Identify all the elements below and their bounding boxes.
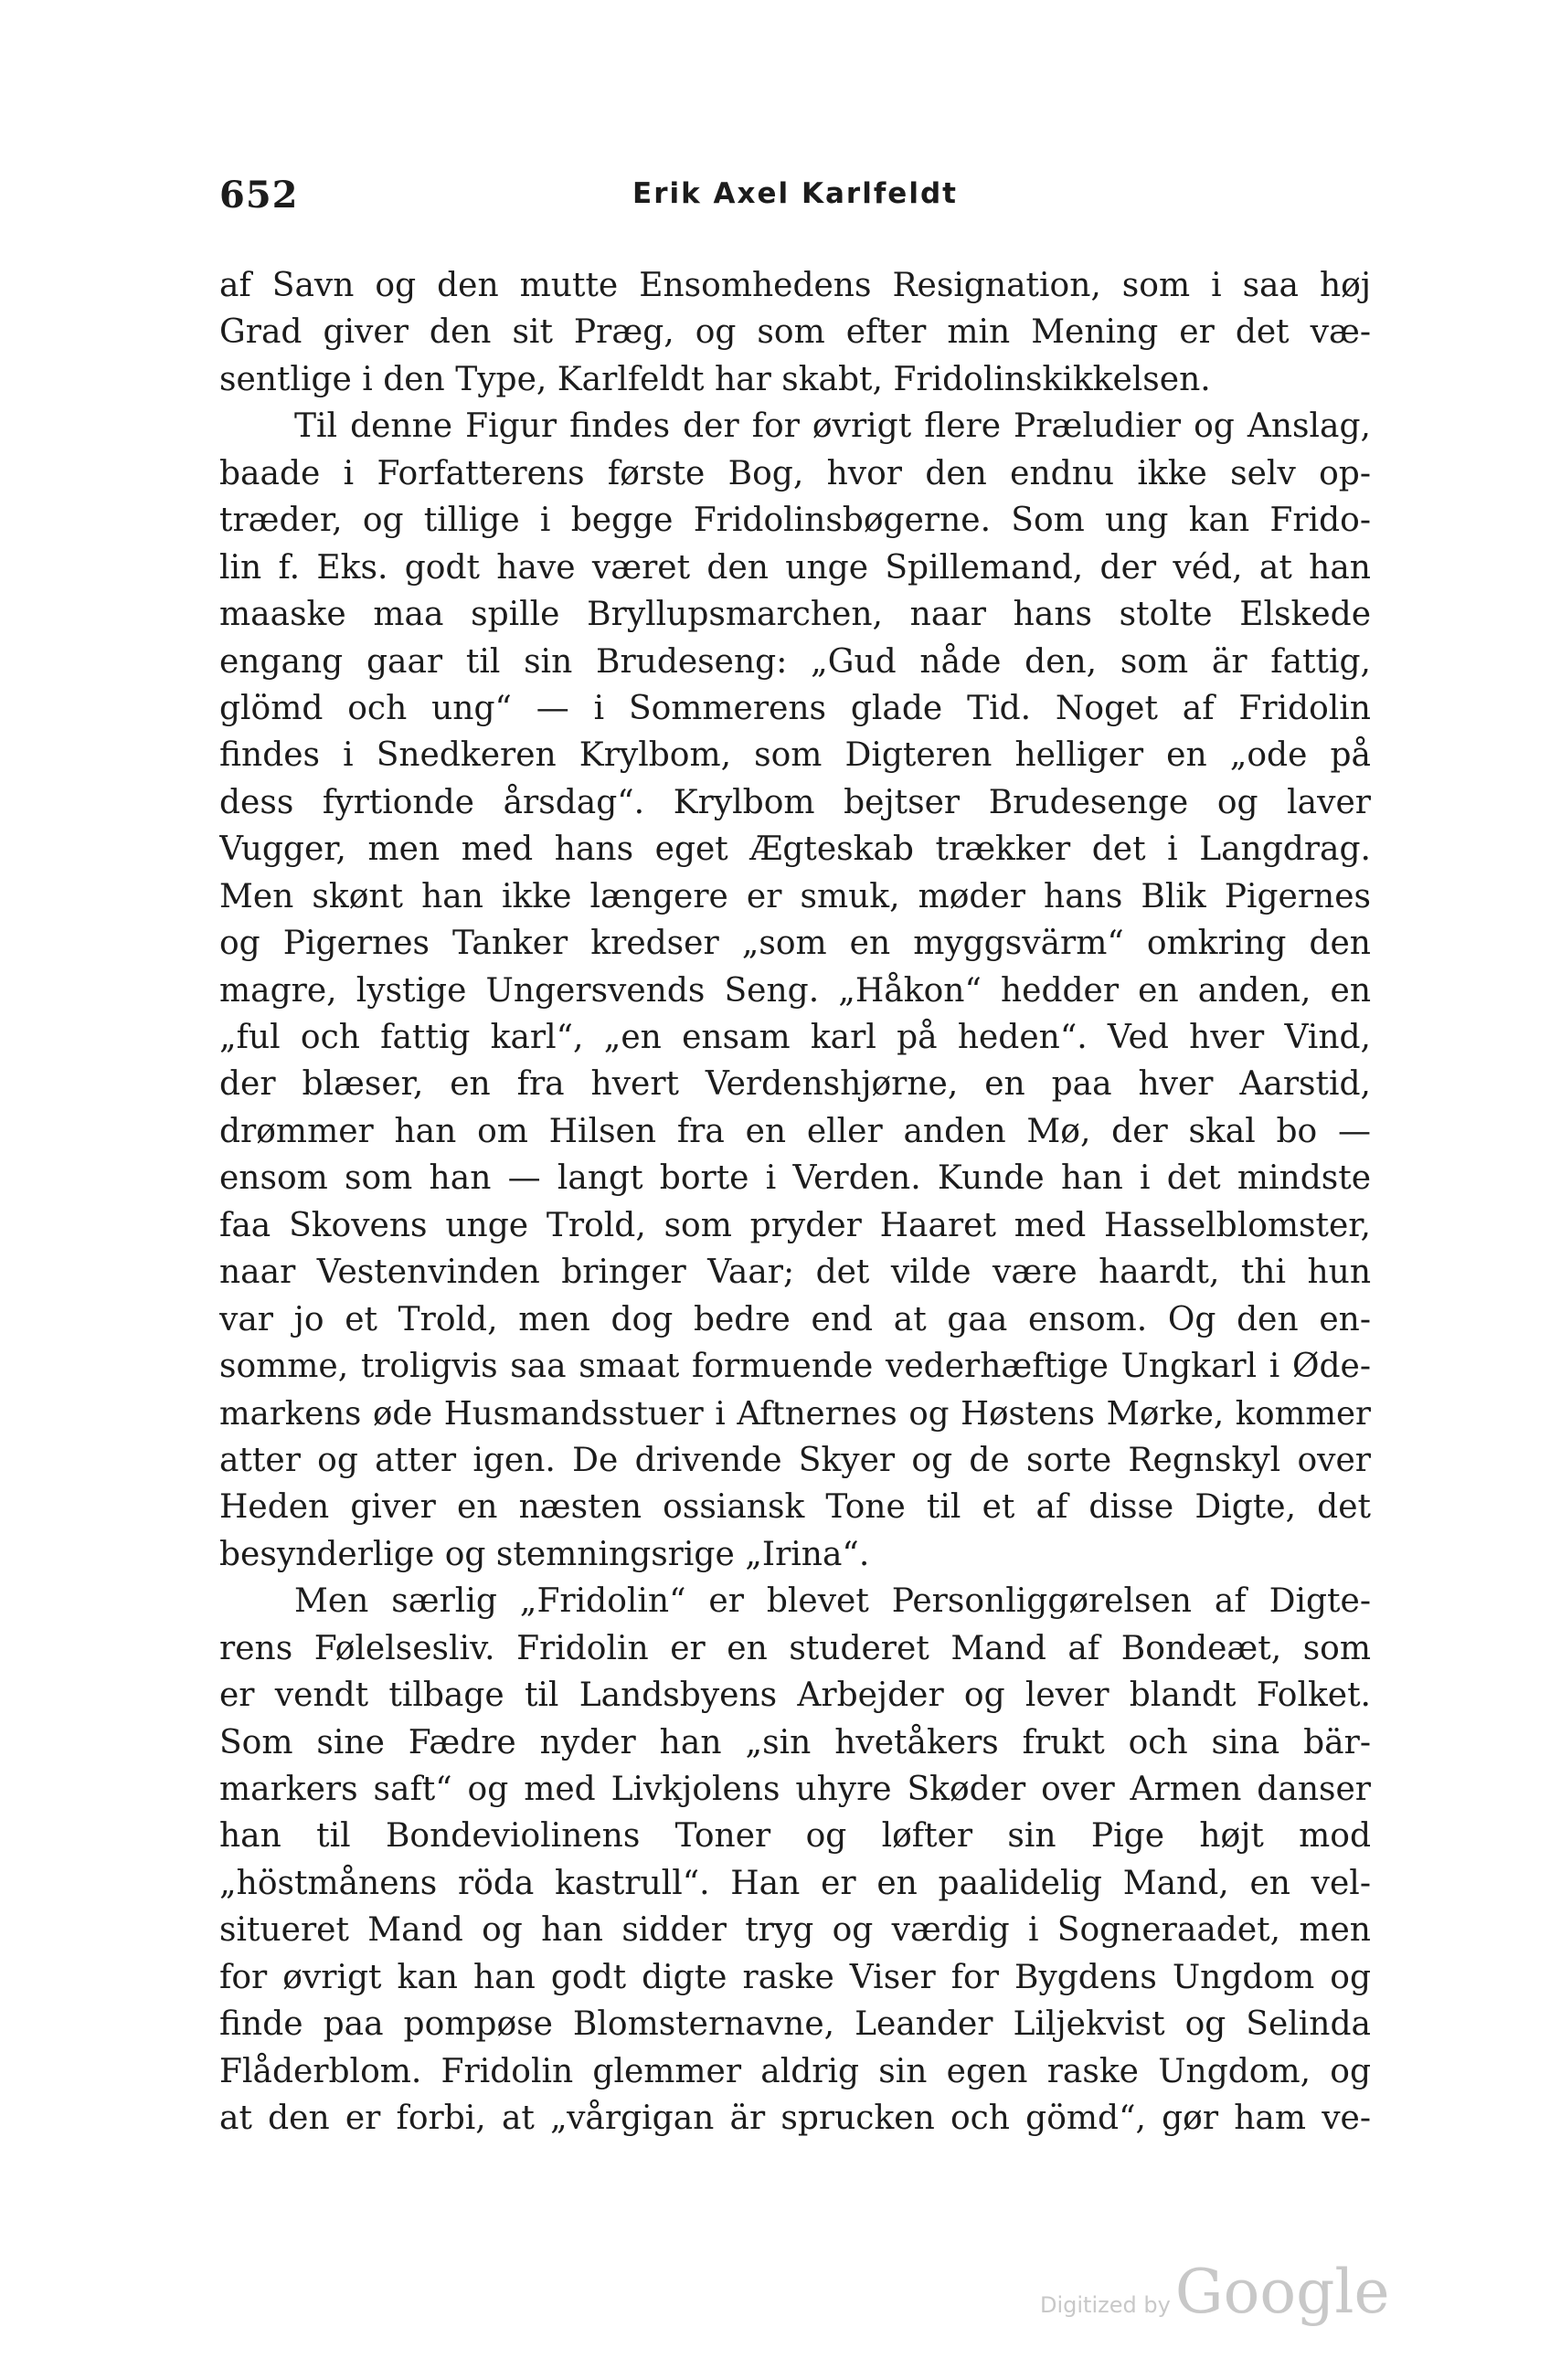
text-line: og Pigernes Tanker kredser „som en myggsvärm“ omkring den — [219, 925, 1371, 963]
text-line: situeret Mand og han sidder tryg og værdig i Sogneraadet, men — [219, 1911, 1371, 1950]
paragraph-start-line: Til denne Figur findes der for øvrigt flere Præludier og Anslag, — [294, 407, 1371, 446]
text-line: markens øde Husmandsstuer i Aftnernes og Høstens Mørke, kommer — [219, 1394, 1371, 1433]
text-line: Heden giver en næsten ossiansk Tone til et af disse Digte, det — [219, 1488, 1371, 1527]
text-line: Vugger, men med hans eget Ægteskab trækker det i Langdrag. — [219, 830, 1371, 869]
text-line: for øvrigt kan han godt digte raske Viser for Bygdens Ungdom og — [219, 1958, 1371, 1996]
text-line: finde paa pompøse Blomsternavne, Leander Liljekvist og Selinda — [219, 2005, 1371, 2044]
text-line: atter og atter igen. De drivende Skyer og de sorte Regnskyl over — [219, 1441, 1371, 1479]
digitized-watermark — [1040, 2257, 1390, 2327]
text-line: han til Bondeviolinens Toner og løfter sin Pige højt mod — [219, 1817, 1371, 1856]
text-line: er vendt tilbage til Landsbyens Arbejder og lever blandt Folket. — [219, 1677, 1371, 1715]
page-header — [219, 174, 1371, 219]
text-line: somme, troligvis saa smaat formuende vederhæftige Ungkarl i Øde- — [219, 1348, 1371, 1386]
text-line: magre, lystige Ungersvends Seng. „Håkon“ hedder en anden, en — [219, 971, 1371, 1010]
text-line: ensom som han — langt borte i Verden. Kunde han i det mindste — [219, 1159, 1371, 1198]
text-line: naar Vestenvinden bringer Vaar; det vilde være haardt, thi hun — [219, 1253, 1371, 1292]
text-line: Flåderblom. Fridolin glemmer aldrig sin egen raske Ungdom, og — [219, 2052, 1371, 2090]
text-line: der blæser, en fra hvert Verdenshjørne, en paa hver Aarstid, — [219, 1065, 1371, 1104]
watermark-prefix: Digitized by — [1040, 2292, 1171, 2318]
text-line: findes i Snedkeren Krylbom, som Digteren helliger en „ode på — [219, 736, 1371, 775]
text-line: engang gaar til sin Brudeseng: „Gud nåde den, som är fattig, — [219, 642, 1371, 681]
text-line: at den er forbi, at „vårgigan är sprucken och gömd“, gør ham ve- — [219, 2100, 1371, 2138]
text-line: drømmer han om Hilsen fra en eller anden Mø, der skal bo — — [219, 1112, 1371, 1150]
text-line: markers saft“ og med Livkjolens uhyre Skøder over Armen danser — [219, 1771, 1371, 1808]
text-line: besynderlige og stemningsrige „Irina“. — [219, 1535, 870, 1573]
text-line: „ful och fattig karl“, „en ensam karl på heden“. Ved hver Vind, — [219, 1019, 1371, 1056]
text-line: Men skønt han ikke længere er smuk, møder hans Blik Pigernes — [219, 877, 1371, 915]
paragraph-start-line: Men særlig „Fridolin“ er blevet Personliggørelsen af Digte- — [294, 1582, 1371, 1621]
text-line: faa Skovens unge Trold, som pryder Haaret med Hasselblomster, — [219, 1206, 1371, 1244]
text-line: træder, og tillige i begge Fridolinsbøgerne. Som ung kan Frido- — [219, 502, 1371, 540]
text-line: „höstmånens röda kastrull“. Han er en paalidelig Mand, en vel- — [219, 1864, 1371, 1902]
page-number: 652 — [219, 174, 299, 217]
running-head: Erik Axel Karlfeldt — [632, 177, 958, 210]
text-line: Grad giver den sit Præg, og som efter min Mening er det væ- — [219, 313, 1371, 352]
text-line: baade i Forfatterens første Bog, hvor den endnu ikke selv op- — [219, 454, 1371, 492]
text-line: dess fyrtionde årsdag“. Krylbom bejtser Brudesenge og laver — [219, 783, 1371, 821]
text-line: af Savn og den mutte Ensomhedens Resignation, som i saa høj — [219, 267, 1371, 304]
body-text — [219, 262, 1371, 2142]
text-line: Som sine Fædre nyder han „sin hvetåkers frukt och sina bär- — [219, 1723, 1371, 1761]
text-line: sentlige i den Type, Karlfeldt har skabt, Fridolinskikkelsen. — [219, 360, 1211, 398]
text-line: lin f. Eks. godt have været den unge Spillemand, der véd, at han — [219, 548, 1371, 587]
text-line: var jo et Trold, men dog bedre end at gaa ensom. Og den en- — [219, 1300, 1371, 1338]
google-logo: Google — [1174, 2257, 1390, 2327]
text-line: glömd och ung“ — i Sommerens glade Tid. Noget af Fridolin — [219, 689, 1371, 727]
text-line: rens Følelsesliv. Fridolin er en studeret Mand af Bondeæt, som — [219, 1629, 1371, 1667]
text-line: maaske maa spille Bryllupsmarchen, naar hans stolte Elskede — [219, 596, 1371, 634]
